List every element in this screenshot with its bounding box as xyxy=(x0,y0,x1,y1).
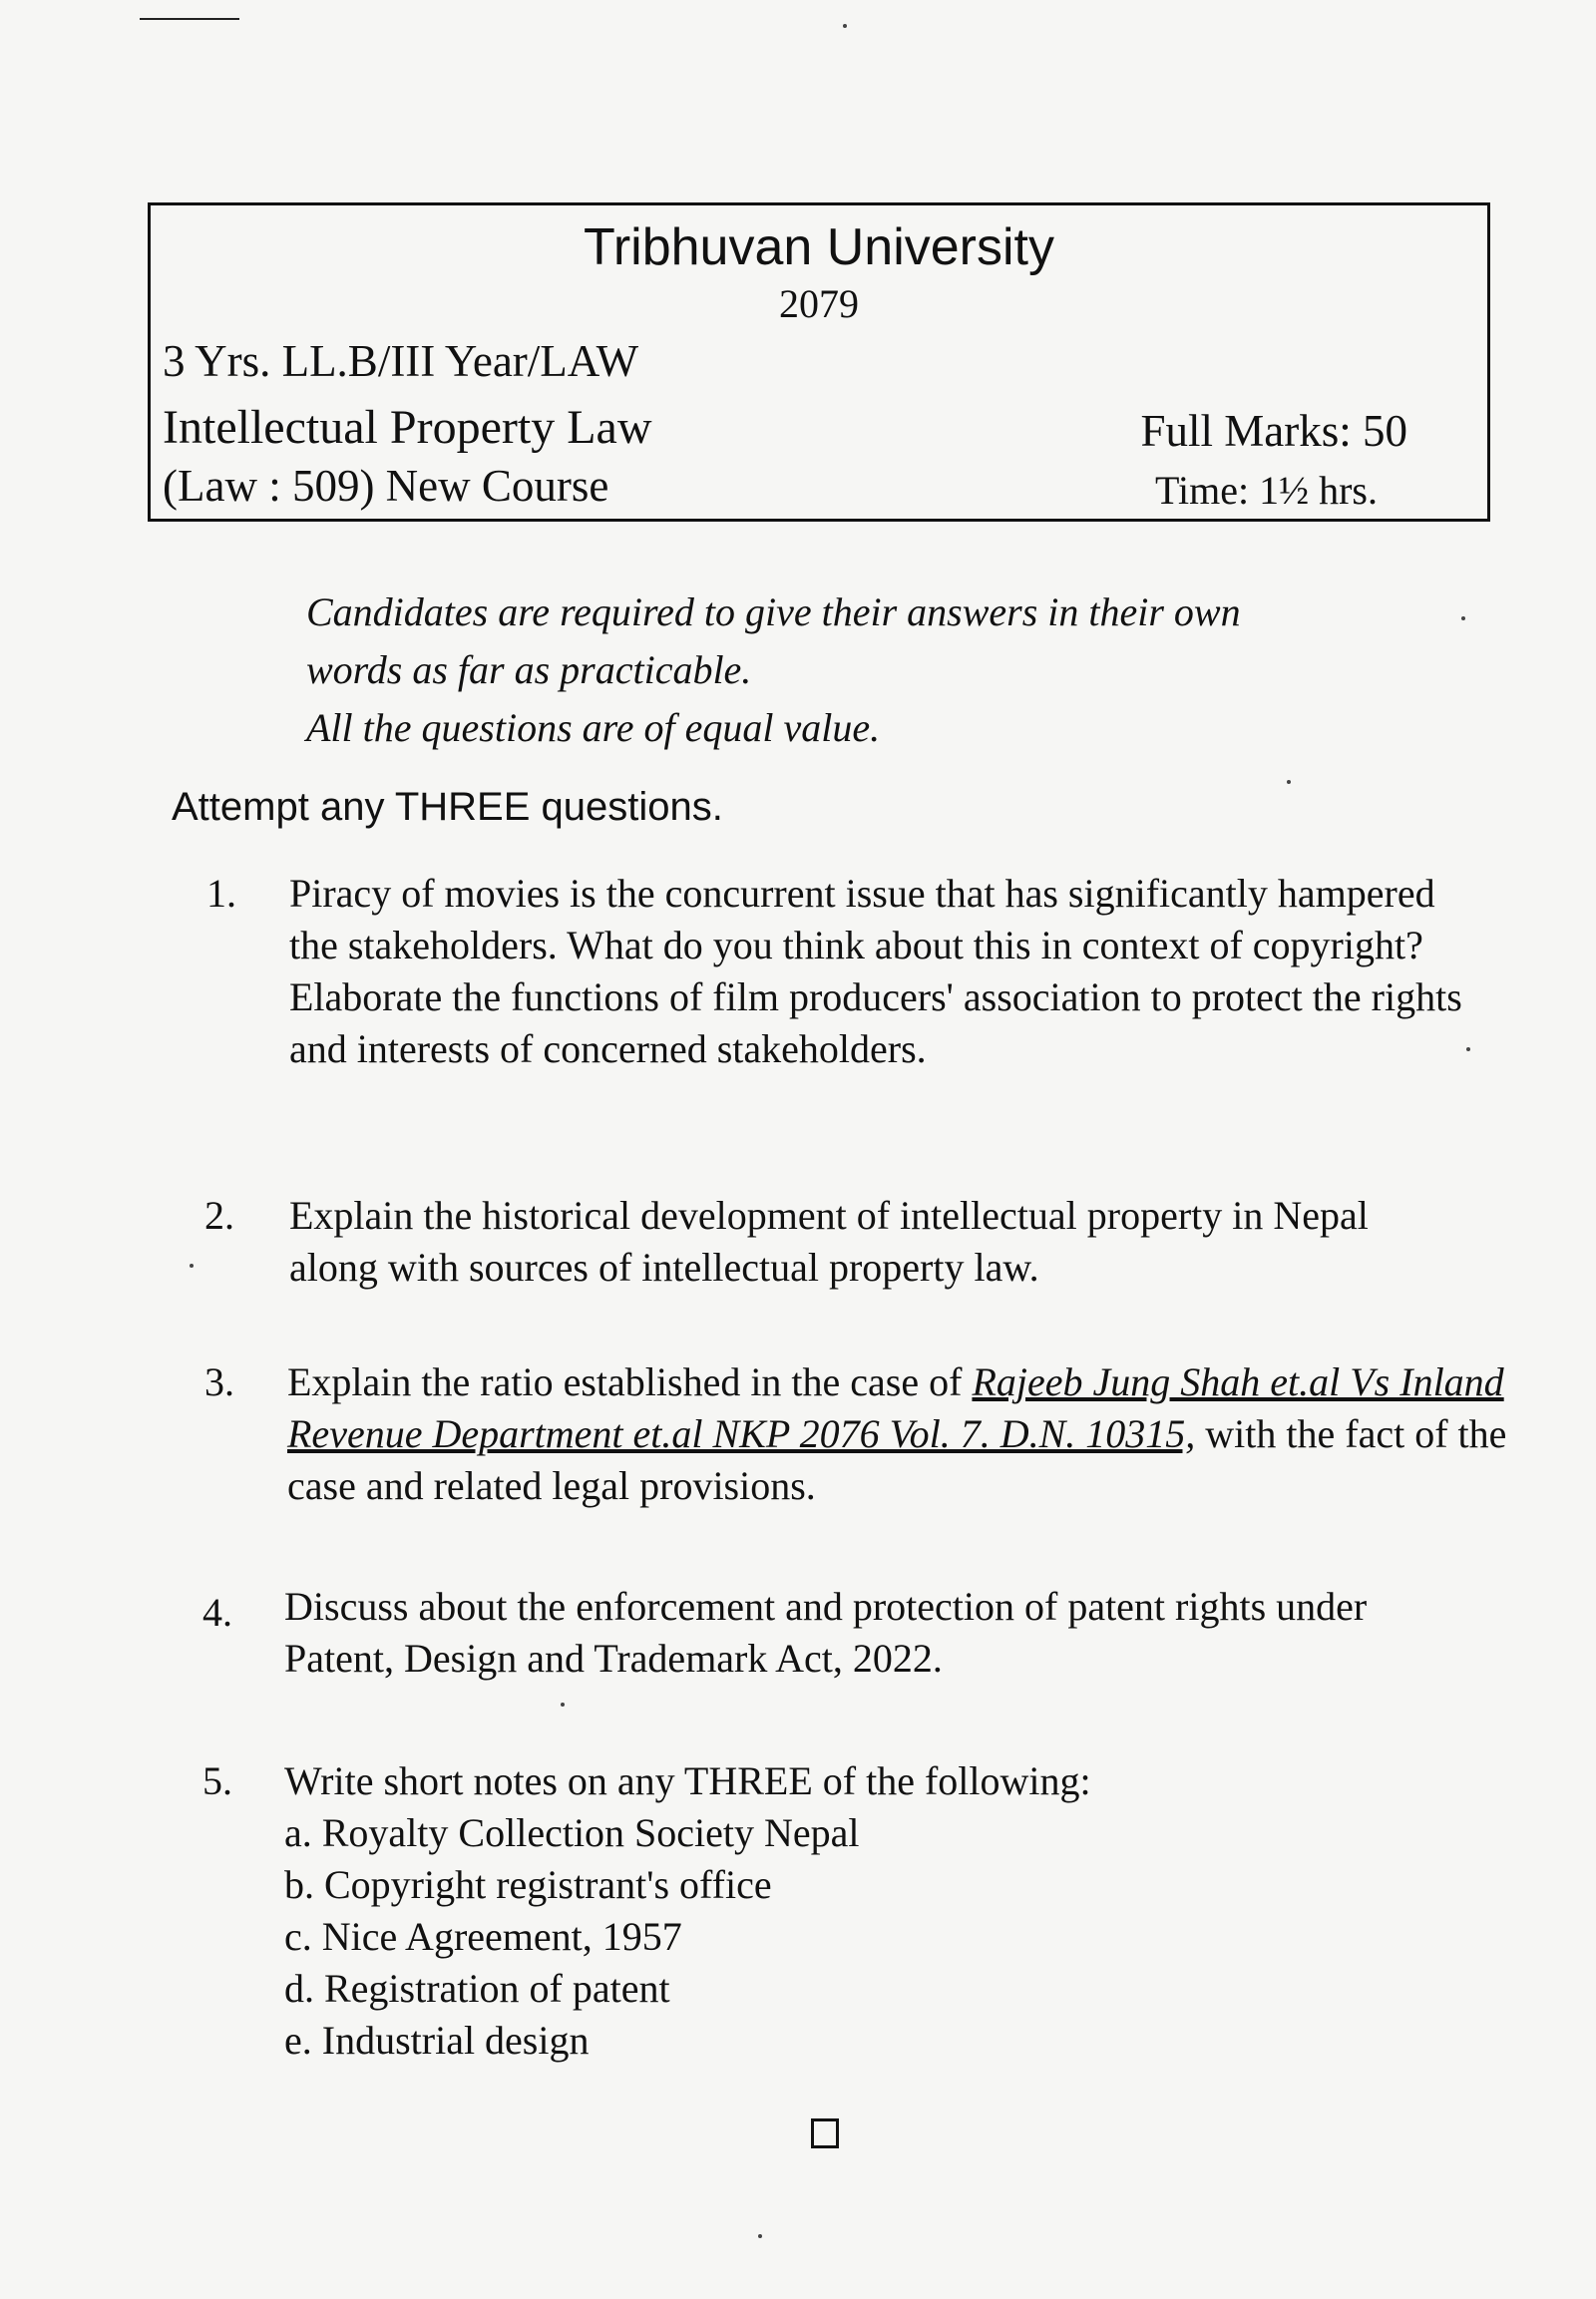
end-of-paper-box xyxy=(811,2118,839,2148)
question-number: 5. xyxy=(202,1758,232,1803)
short-note-item: a. Royalty Collection Society Nepal xyxy=(284,1810,860,1855)
question-number: 2. xyxy=(204,1193,234,1238)
scan-speck xyxy=(561,1703,565,1707)
short-note-item: c. Nice Agreement, 1957 xyxy=(284,1914,682,1959)
exam-header xyxy=(148,202,1490,522)
question-text: Discuss about the enforcement and protection of patent rights under Patent, Design and Trademark Act, 2022. xyxy=(284,1584,1368,1681)
top-rule xyxy=(140,18,239,20)
attempt-instruction: Attempt any THREE questions. xyxy=(172,785,723,829)
exam-year: 2079 xyxy=(779,281,859,326)
scan-speck xyxy=(1461,616,1465,620)
case-citation: Rajeeb Jung Shah et.al Vs Inland Revenue Department et.al NKP 2076 Vol. 7. D.N. 10315, xyxy=(287,1359,1504,1456)
scan-speck xyxy=(758,2234,762,2238)
course-code: (Law : 509) New Course xyxy=(163,461,609,511)
scan-speck xyxy=(190,1264,194,1268)
scan-speck xyxy=(1287,780,1291,784)
instruction-line: All the questions are of equal value. xyxy=(306,705,881,750)
university-name: Tribhuvan University xyxy=(583,218,1054,276)
program-line: 3 Yrs. LL.B/III Year/LAW xyxy=(163,336,639,386)
question-text-tail: with the fact of the case and related legal provisions. xyxy=(287,1411,1507,1508)
scan-speck xyxy=(1466,1047,1470,1051)
subject-title: Intellectual Property Law xyxy=(163,401,652,454)
instructions xyxy=(306,583,1403,757)
question-prompt: Write short notes on any THREE of the following: xyxy=(284,1758,1091,1803)
full-marks: Full Marks: 50 xyxy=(1140,406,1407,456)
instruction-line: Candidates are required to give their answers in their own xyxy=(306,589,1241,634)
question-text xyxy=(287,1356,1514,1512)
scan-speck xyxy=(843,24,847,28)
question-number: 1. xyxy=(206,871,236,916)
time-allowed: Time: 1½ hrs. xyxy=(1154,468,1378,513)
question-number: 4. xyxy=(202,1590,232,1635)
short-note-item: b. Copyright registrant's office xyxy=(284,1862,772,1907)
question-text: Piracy of movies is the concurrent issue that has significantly hampered the stakeholders. What do you think about this in context of copyright? Elaborate the functions of film producers' association to protect the rights and interests of concerned stakeholders. xyxy=(289,871,1462,1071)
question-number: 3. xyxy=(204,1359,234,1404)
question-text-lead: Explain the ratio established in the case of xyxy=(287,1359,973,1404)
question-text: Explain the historical development of intellectual property in Nepal along with sources of intellectual property law. xyxy=(289,1193,1369,1290)
short-note-item: d. Registration of patent xyxy=(284,1966,670,2011)
short-note-item: e. Industrial design xyxy=(284,2018,590,2063)
question-text xyxy=(284,1755,1431,2067)
instruction-line: words as far as practicable. xyxy=(306,647,752,692)
